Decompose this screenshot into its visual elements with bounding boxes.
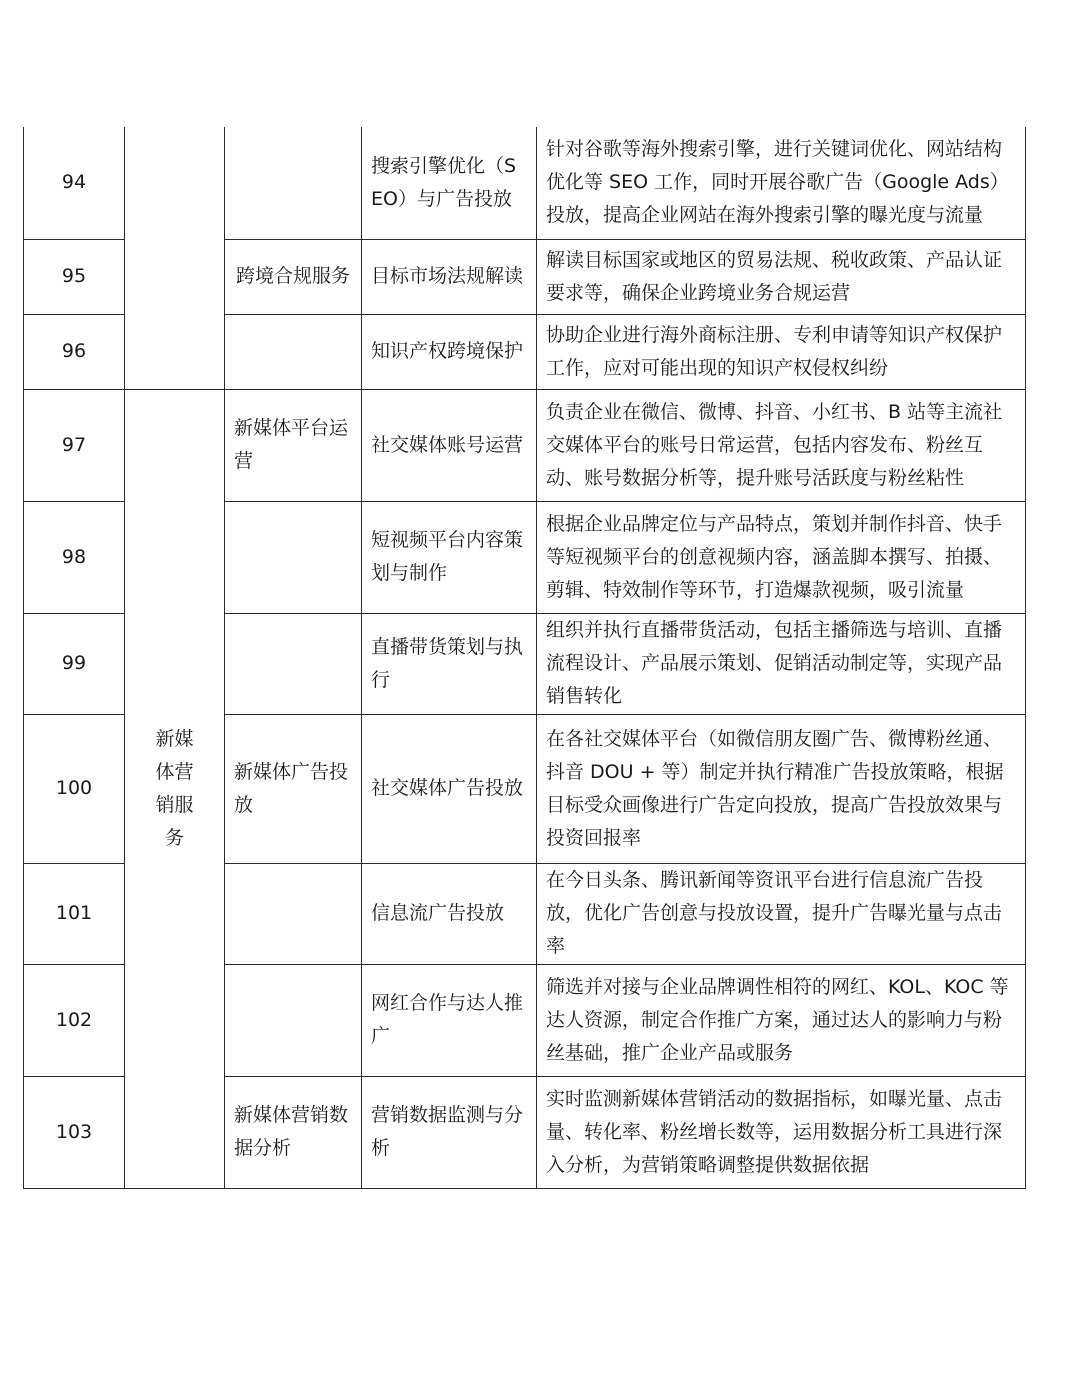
row-number: 101 [24,863,125,964]
service-item: 知识产权跨境保护 [362,314,537,389]
row-number: 97 [24,389,125,501]
service-description: 在今日头条、腾讯新闻等资讯平台进行信息流广告投放，优化广告创意与投放设置，提升广告曝光量与点击率 [537,863,1026,964]
table-row [24,389,1026,501]
service-item: 短视频平台内容策划与制作 [362,501,537,613]
service-item: 信息流广告投放 [362,863,537,964]
service-description: 实时监测新媒体营销活动的数据指标，如曝光量、点击量、转化率、粉丝增长数等，运用数据分析工具进行深入分析，为营销策略调整提供数据依据 [537,1076,1026,1188]
service-item: 社交媒体账号运营 [362,389,537,501]
service-description: 针对谷歌等海外搜索引擎，进行关键词优化、网站结构优化等 SEO 工作，同时开展谷歌广告（Google Ads）投放，提高企业网站在海外搜索引擎的曝光度与流量 [537,127,1026,239]
category-cell-empty [125,127,225,389]
service-description: 协助企业进行海外商标注册、专利申请等知识产权保护工作，应对可能出现的知识产权侵权纠纷 [537,314,1026,389]
service-table [23,127,1026,1189]
service-item: 目标市场法规解读 [362,239,537,314]
category-label: 新媒体营销服务 [155,727,194,849]
service-item: 网红合作与达人推广 [362,964,537,1076]
subcategory-cell [225,501,362,613]
row-number: 99 [24,613,125,714]
service-item: 直播带货策划与执行 [362,613,537,714]
subcategory-cell: 跨境合规服务 [225,239,362,314]
table-row [24,127,1026,239]
row-number: 96 [24,314,125,389]
subcategory-cell [225,964,362,1076]
subcategory-cell: 新媒体广告投放 [225,714,362,863]
service-item: 搜索引擎优化（SEO）与广告投放 [362,127,537,239]
row-number: 102 [24,964,125,1076]
service-description: 筛选并对接与企业品牌调性相符的网红、KOL、KOC 等达人资源，制定合作推广方案，通过达人的影响力与粉丝基础，推广企业产品或服务 [537,964,1026,1076]
row-number: 95 [24,239,125,314]
service-description: 组织并执行直播带货活动，包括主播筛选与培训、直播流程设计、产品展示策划、促销活动制定等，实现产品销售转化 [537,613,1026,714]
subcategory-cell [225,314,362,389]
row-number: 100 [24,714,125,863]
subcategory-cell [225,863,362,964]
service-item: 社交媒体广告投放 [362,714,537,863]
subcategory-cell: 新媒体营销数据分析 [225,1076,362,1188]
subcategory-cell [225,613,362,714]
row-number: 103 [24,1076,125,1188]
category-cell [125,389,225,1188]
row-number: 98 [24,501,125,613]
subcategory-cell [225,127,362,239]
subcategory-cell: 新媒体平台运营 [225,389,362,501]
service-description: 负责企业在微信、微博、抖音、小红书、B 站等主流社交媒体平台的账号日常运营，包括内容发布、粉丝互动、账号数据分析等，提升账号活跃度与粉丝粘性 [537,389,1026,501]
service-item: 营销数据监测与分析 [362,1076,537,1188]
service-description: 在各社交媒体平台（如微信朋友圈广告、微博粉丝通、抖音 DOU + 等）制定并执行精准广告投放策略，根据目标受众画像进行广告定向投放，提高广告投放效果与投资回报率 [537,714,1026,863]
service-description: 解读目标国家或地区的贸易法规、税收政策、产品认证要求等，确保企业跨境业务合规运营 [537,239,1026,314]
row-number: 94 [24,127,125,239]
service-description: 根据企业品牌定位与产品特点，策划并制作抖音、快手等短视频平台的创意视频内容，涵盖脚本撰写、拍摄、剪辑、特效制作等环节，打造爆款视频，吸引流量 [537,501,1026,613]
